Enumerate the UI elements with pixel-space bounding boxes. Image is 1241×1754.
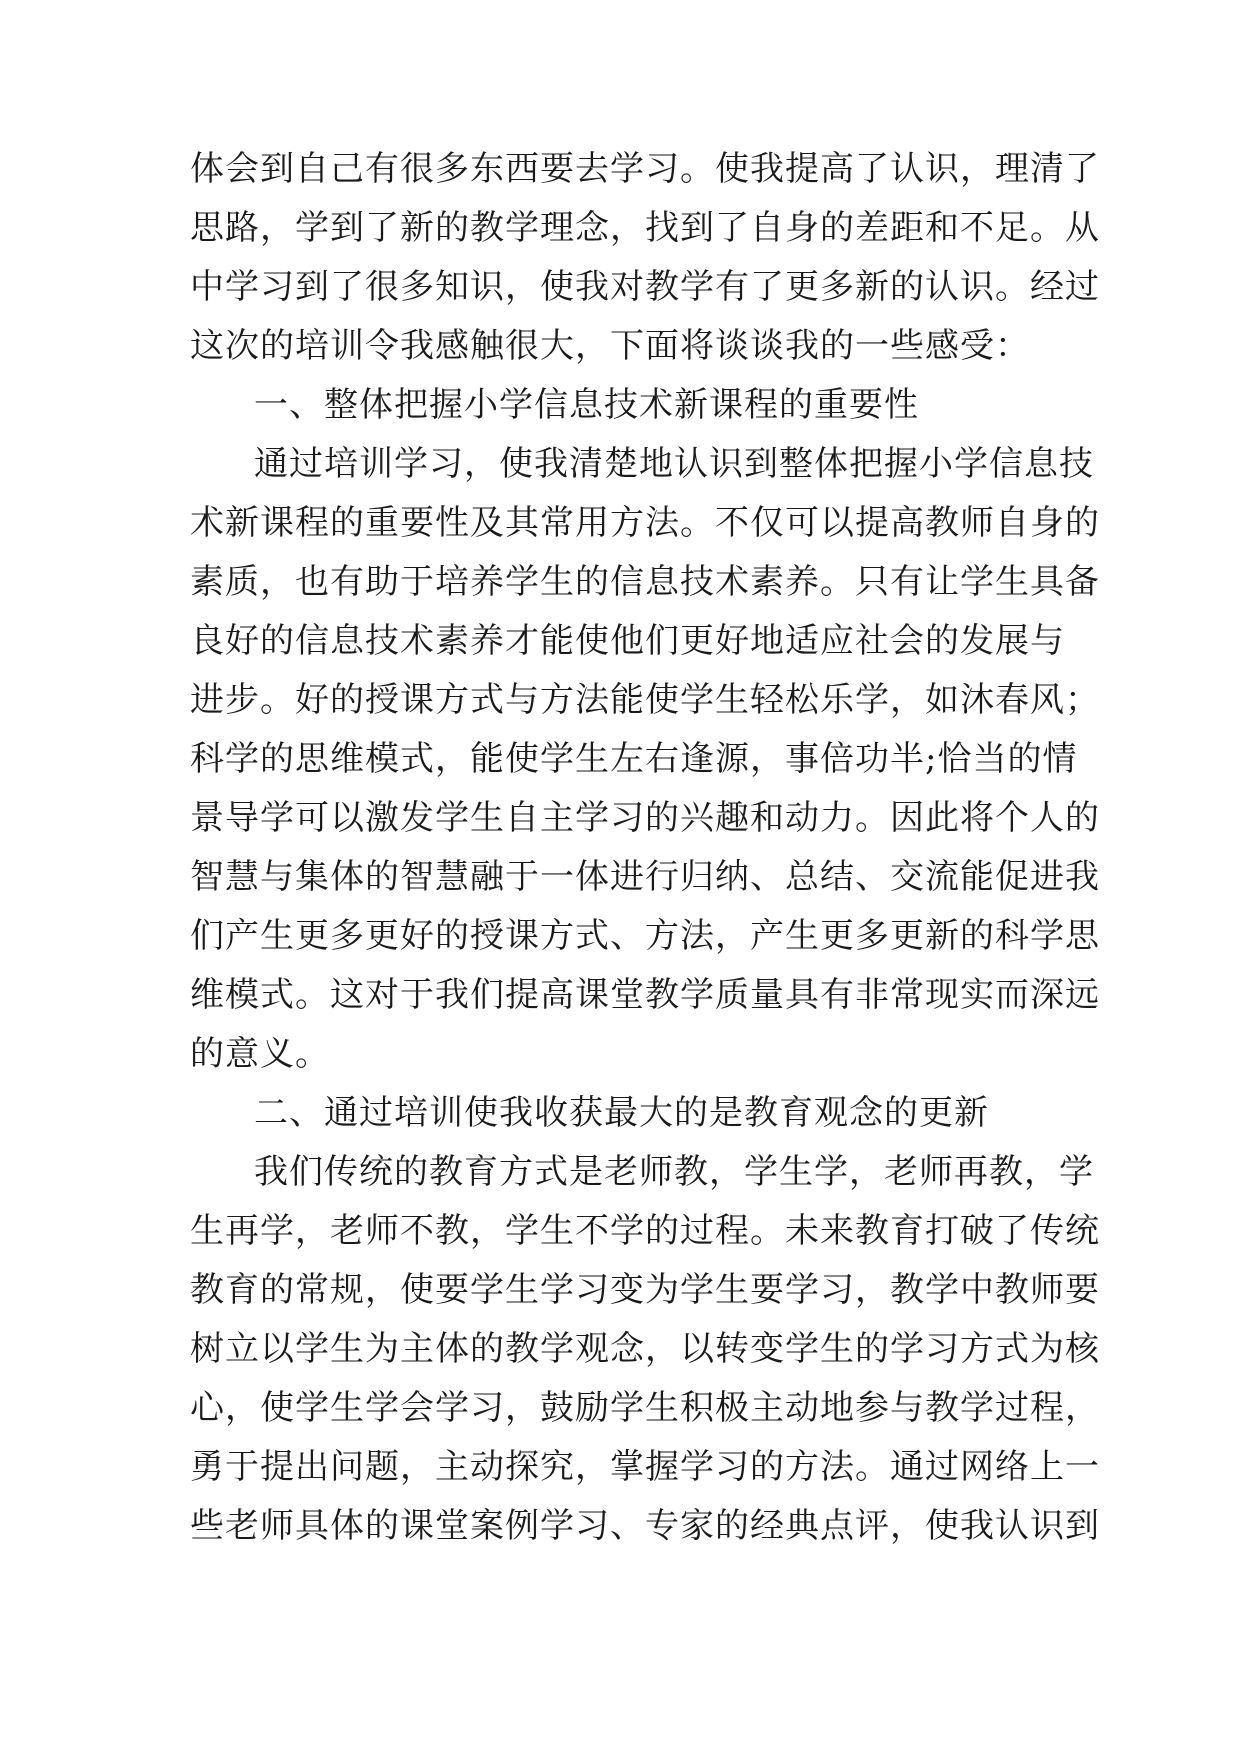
text-line: 科学的思维模式，能使学生左右逢源，事倍功半;恰当的情 (190, 739, 1078, 779)
text-line: 体会到自己有很多东西要去学习。使我提高了认识，理清了 (190, 149, 1100, 189)
text-line: 思路，学到了新的教学理念，找到了自身的差距和不足。从 (190, 208, 1100, 248)
text-line: 维模式。这对于我们提高课堂教学质量具有非常现实而深远 (190, 975, 1100, 1015)
text-line: 通过培训学习，使我清楚地认识到整体把握小学信息技 (254, 444, 1094, 484)
text-line: 术新课程的重要性及其常用方法。不仅可以提高教师自身的 (190, 503, 1100, 543)
text-line: 进步。好的授课方式与方法能使学生轻松乐学，如沐春风； (190, 680, 1100, 720)
document-body (190, 140, 1100, 1556)
text-line: 中学习到了很多知识，使我对教学有了更多新的认识。经过 (190, 267, 1100, 307)
text-line: 这次的培训令我感触很大，下面将谈谈我的一些感受： (190, 326, 1030, 366)
text-line: 些老师具体的课堂案例学习、专家的经典点评，使我认识到 (190, 1506, 1100, 1546)
text-line: 树立以学生为主体的教学观念，以转变学生的学习方式为核 (190, 1329, 1100, 1369)
text-line: 智慧与集体的智慧融于一体进行归纳、总结、交流能促进我 (190, 857, 1100, 897)
text-line: 的意义。 (190, 1034, 330, 1074)
text-line: 景导学可以激发学生自主学习的兴趣和动力。因此将个人的 (190, 798, 1100, 838)
text-line: 我们传统的教育方式是老师教，学生学，老师再教，学 (254, 1152, 1094, 1192)
text-line: 心，使学生学会学习，鼓励学生积极主动地参与教学过程， (190, 1388, 1100, 1428)
text-line: 生再学，老师不教，学生不学的过程。未来教育打破了传统 (190, 1211, 1100, 1251)
section-heading: 一、整体把握小学信息技术新课程的重要性 (254, 385, 919, 425)
text-line: 素质，也有助于培养学生的信息技术素养。只有让学生具备 (190, 562, 1100, 602)
text-line: 勇于提出问题，主动探究，掌握学习的方法。通过网络上一 (190, 1447, 1100, 1487)
section-heading: 二、通过培训使我收获最大的是教育观念的更新 (254, 1093, 989, 1133)
text-line: 们产生更多更好的授课方式、方法，产生更多更新的科学思 (190, 916, 1100, 956)
text-line: 良好的信息技术素养才能使他们更好地适应社会的发展与 (190, 621, 1065, 661)
text-line: 教育的常规，使要学生学习变为学生要学习，教学中教师要 (190, 1270, 1100, 1310)
